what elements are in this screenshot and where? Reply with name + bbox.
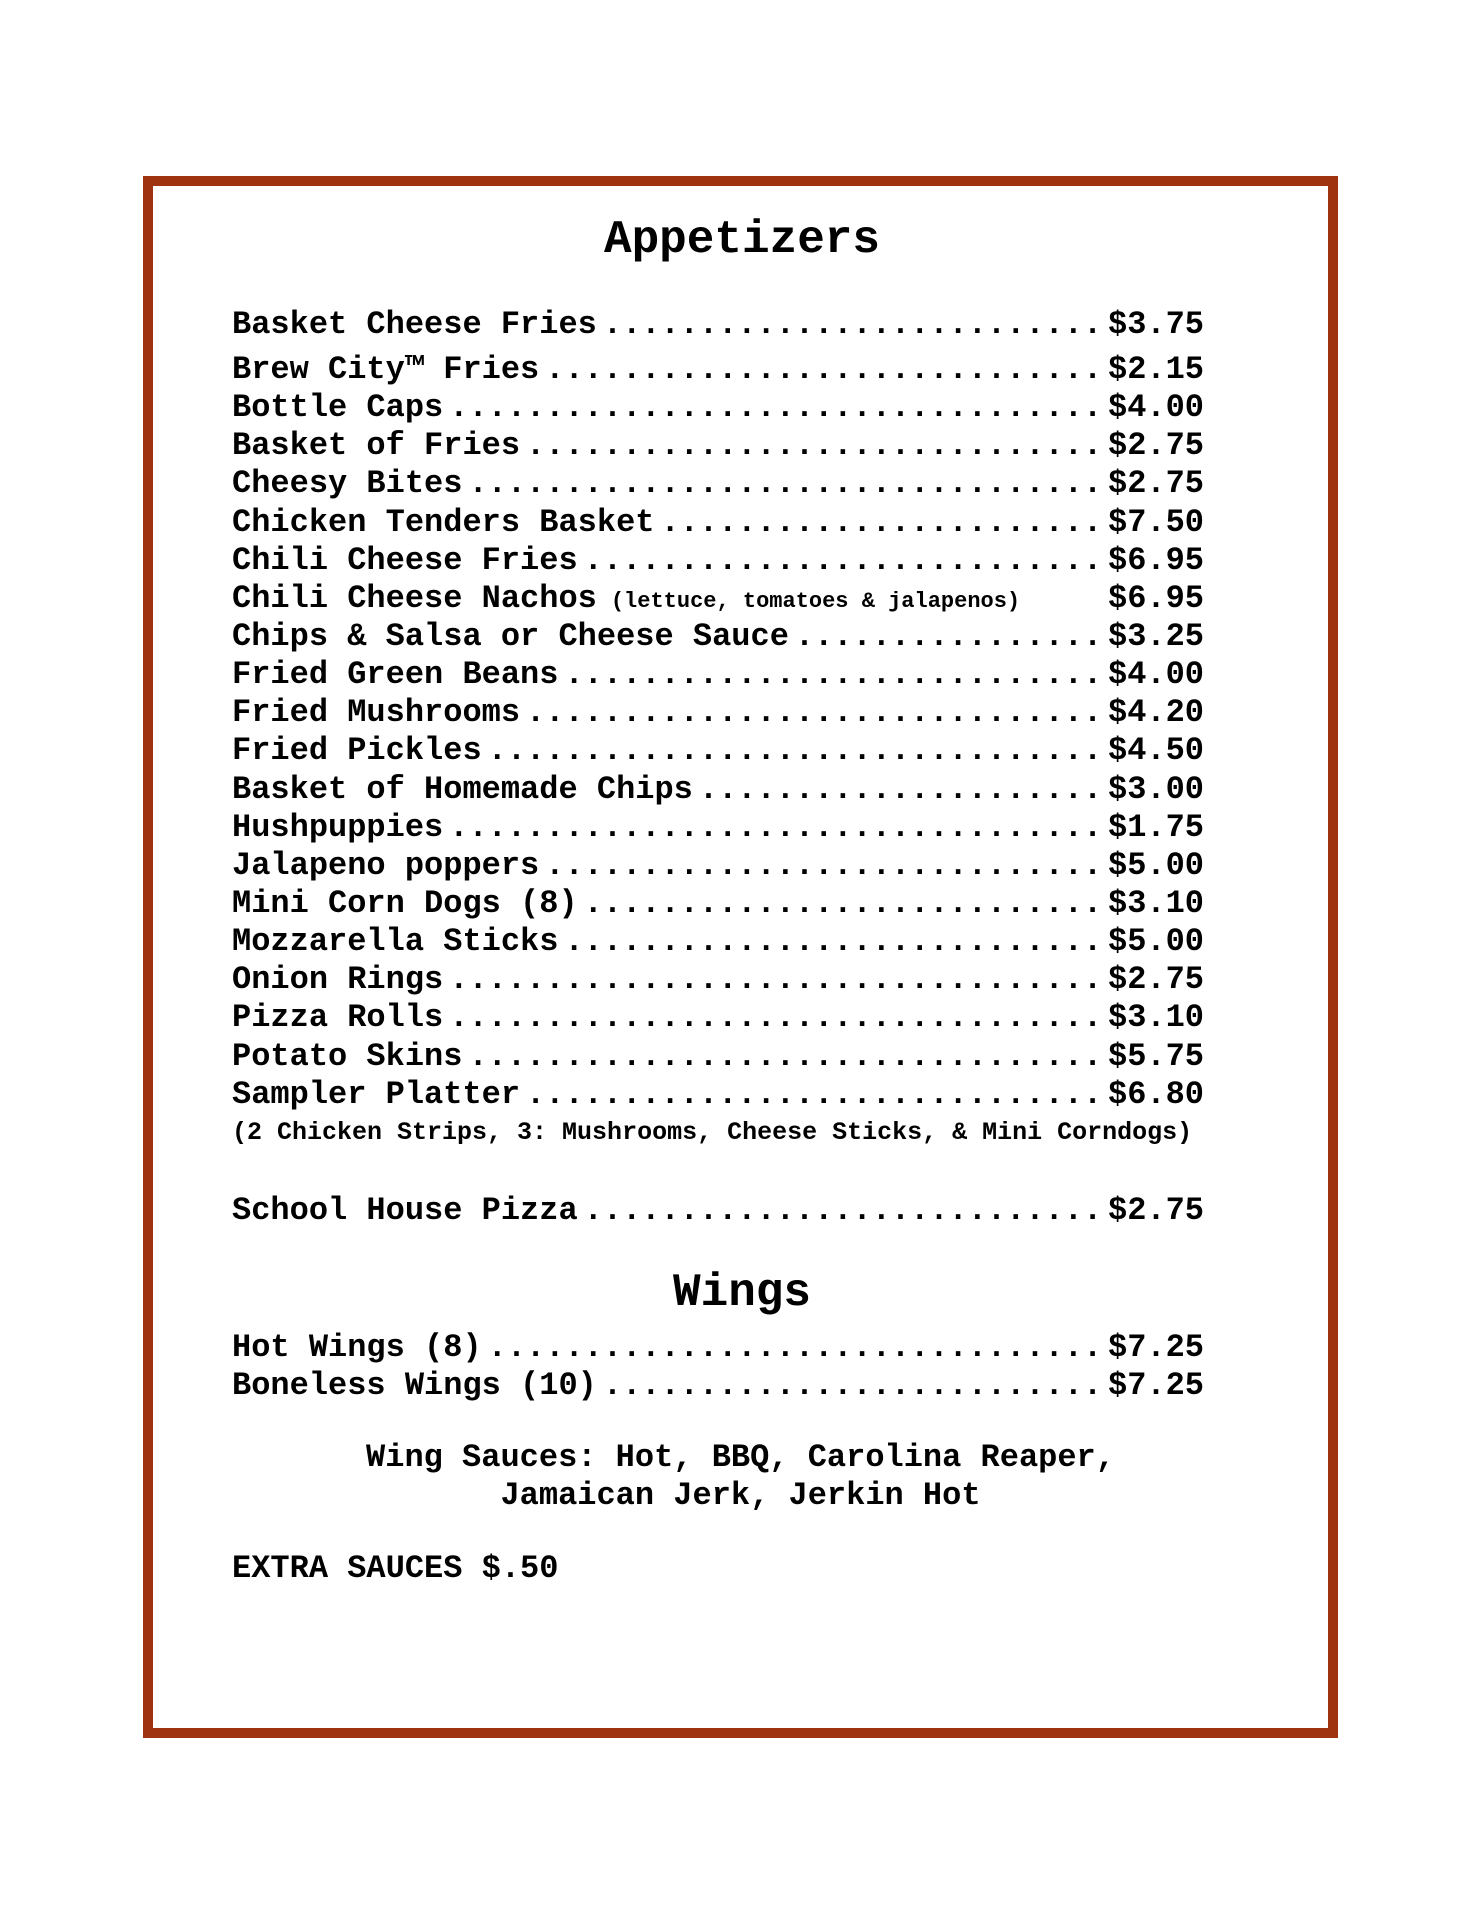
menu-item (232, 619, 1204, 655)
dot-leader (699, 772, 1102, 808)
menu-item (232, 428, 1204, 464)
item-price: $2.75 (1107, 427, 1204, 464)
item-name: Fried Pickles (232, 732, 482, 769)
dot-leader (660, 505, 1102, 541)
menu-item (232, 1039, 1204, 1075)
item-price: $2.75 (1107, 1192, 1204, 1229)
item-price: $4.50 (1107, 732, 1204, 769)
dot-leader (584, 543, 1102, 579)
item-price: $3.10 (1107, 885, 1204, 922)
item-price: $7.50 (1107, 504, 1204, 541)
dot-leader (603, 1368, 1102, 1404)
menu-item-hot-wings (232, 1330, 1204, 1366)
item-name: Basket Cheese Fries (232, 306, 597, 343)
item-name: Bottle Caps (232, 389, 444, 426)
dot-leader (603, 307, 1102, 343)
menu-item (232, 886, 1204, 922)
menu-item (232, 848, 1204, 884)
dot-leader (449, 962, 1102, 998)
appetizers-title: Appetizers (603, 214, 881, 266)
wings-title: Wings (672, 1267, 812, 1319)
item-price: $5.00 (1107, 847, 1204, 884)
menu-item (232, 352, 1204, 388)
item-price: $7.25 (1107, 1329, 1204, 1366)
dot-leader (526, 428, 1102, 464)
wing-sauces-line1: Wing Sauces: Hot, BBQ, Carolina Reaper, (366, 1439, 1115, 1476)
item-name: Chili Cheese Nachos (232, 580, 597, 617)
sampler-platter-note: (2 Chicken Strips, 3: Mushrooms, Cheese Sticks, & Mini Corndogs) (232, 1118, 1193, 1147)
menu-item (232, 543, 1204, 579)
item-price: $6.95 (1107, 542, 1204, 579)
item-name: Sampler Platter (232, 1076, 521, 1113)
item-name: Basket of Fries (232, 427, 521, 464)
item-note: (lettuce, tomatoes & jalapenos) (610, 589, 1021, 614)
item-name: Chili Cheese Fries (232, 542, 578, 579)
item-name: Mozzarella Sticks (232, 923, 559, 960)
menu-item (232, 1077, 1204, 1113)
item-name: Fried Mushrooms (232, 694, 521, 731)
dot-leader (449, 390, 1102, 426)
item-price: $3.25 (1107, 618, 1204, 655)
menu-item (232, 581, 1204, 620)
item-name: Fried Green Beans (232, 656, 559, 693)
item-name: Basket of Homemade Chips (232, 771, 693, 808)
menu-item (232, 772, 1204, 808)
wing-sauces-line2: Jamaican Jerk, Jerkin Hot (500, 1477, 981, 1514)
item-price: $2.75 (1107, 465, 1204, 502)
menu-item (232, 962, 1204, 998)
dot-leader (545, 352, 1102, 388)
item-name: Cheesy Bites (232, 465, 463, 502)
item-price: $4.00 (1107, 389, 1204, 426)
item-price: $2.75 (1107, 961, 1204, 998)
item-name: Chicken Tenders Basket (232, 504, 655, 541)
dot-leader (488, 1330, 1102, 1366)
wing-sauces (143, 1439, 1338, 1515)
menu-item (232, 924, 1204, 960)
item-price: $3.00 (1107, 771, 1204, 808)
item-price: $4.20 (1107, 694, 1204, 731)
item-price: $4.00 (1107, 656, 1204, 693)
item-price: $6.95 (1107, 580, 1204, 617)
item-name: School House Pizza (232, 1192, 578, 1229)
dot-leader (526, 695, 1102, 731)
menu-item (232, 466, 1204, 502)
menu-item-boneless-wings (232, 1368, 1204, 1404)
item-name: Brew City™ Fries (232, 351, 540, 388)
item-name: Pizza Rolls (232, 999, 444, 1036)
menu-item (232, 1000, 1204, 1036)
dot-leader (584, 1193, 1102, 1229)
menu-item (232, 390, 1204, 426)
extra-sauces: EXTRA SAUCES $.50 (232, 1550, 559, 1587)
menu-item-school-house-pizza (232, 1193, 1204, 1229)
item-price: $6.80 (1107, 1076, 1204, 1113)
item-price: $2.15 (1107, 351, 1204, 388)
item-name: Onion Rings (232, 961, 444, 998)
item-price: $7.25 (1107, 1367, 1204, 1404)
item-name: Boneless Wings (10) (232, 1367, 597, 1404)
item-price: $1.75 (1107, 809, 1204, 846)
menu-item (232, 657, 1204, 693)
item-price: $3.75 (1107, 306, 1204, 343)
item-name: Potato Skins (232, 1038, 463, 1075)
item-name: Hot Wings (8) (232, 1329, 482, 1366)
dot-leader (584, 886, 1102, 922)
menu-item (232, 733, 1204, 769)
dot-leader (795, 619, 1102, 655)
dot-leader (468, 466, 1102, 502)
dot-leader (468, 1039, 1102, 1075)
dot-leader (545, 848, 1102, 884)
dot-leader (526, 1077, 1102, 1113)
item-price: $3.10 (1107, 999, 1204, 1036)
menu-item (232, 810, 1204, 846)
menu-item (232, 695, 1204, 731)
item-name: Jalapeno poppers (232, 847, 540, 884)
item-name: Chips & Salsa or Cheese Sauce (232, 618, 789, 655)
dot-leader (564, 924, 1102, 960)
item-name: Hushpuppies (232, 809, 444, 846)
dot-leader (449, 1000, 1102, 1036)
dot-leader (564, 657, 1102, 693)
dot-leader (488, 733, 1102, 769)
menu-item (232, 505, 1204, 541)
dot-leader (449, 810, 1102, 846)
item-price: $5.75 (1107, 1038, 1204, 1075)
item-name: Mini Corn Dogs (8) (232, 885, 578, 922)
menu-item (232, 307, 1204, 343)
item-price: $5.00 (1107, 923, 1204, 960)
